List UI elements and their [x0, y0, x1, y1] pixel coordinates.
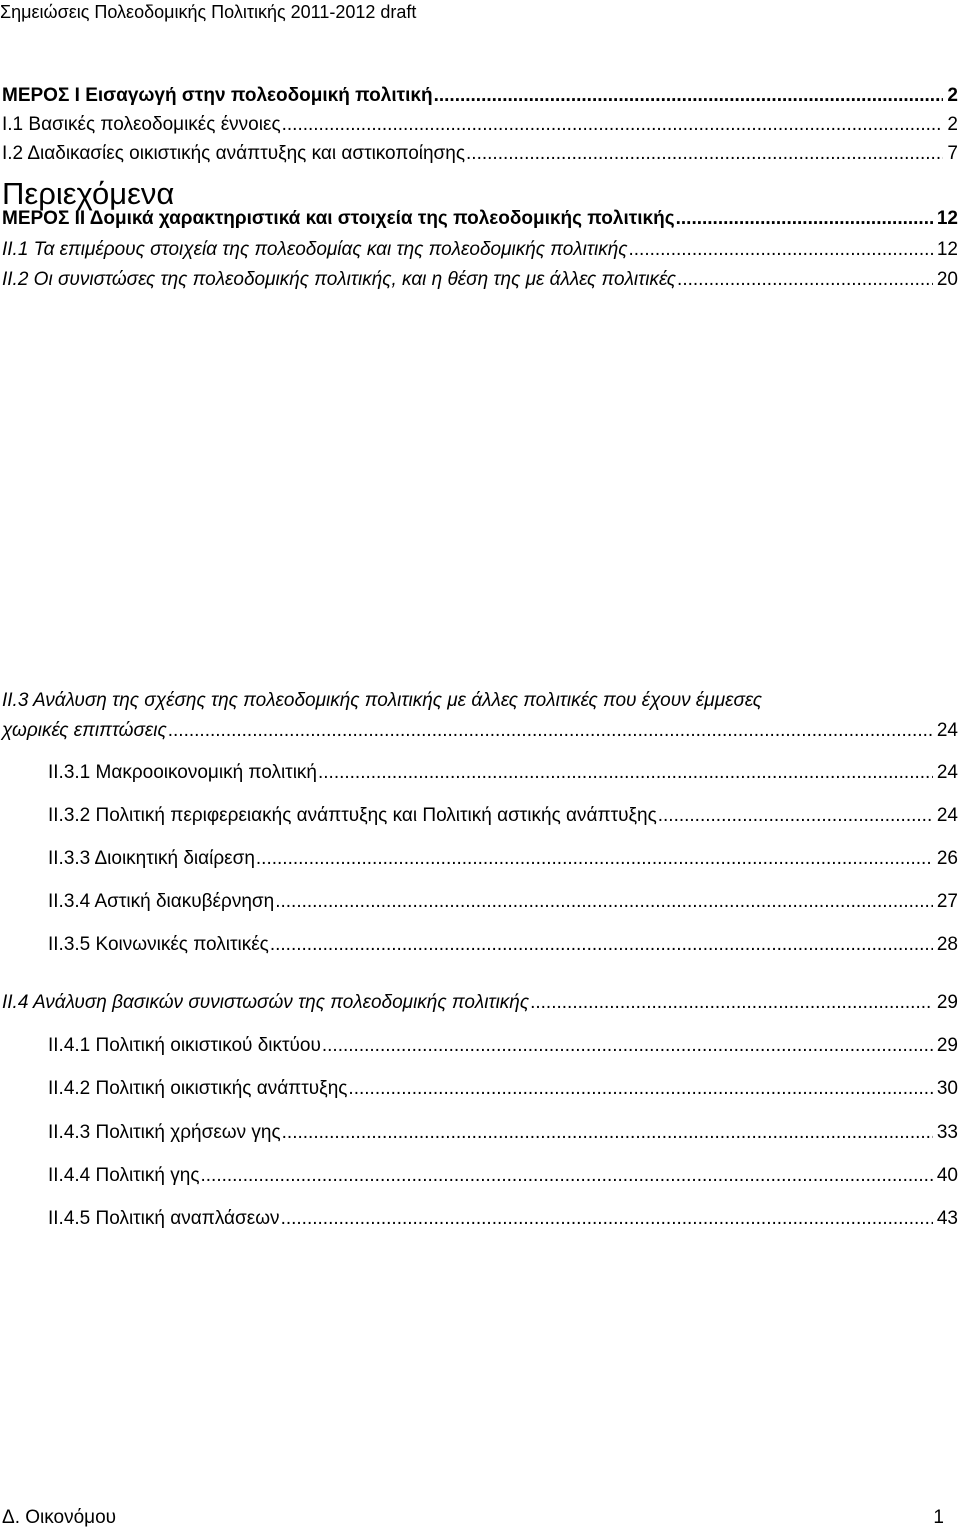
- dot-leader: [256, 847, 933, 871]
- toc-entry-page: 12: [936, 208, 958, 229]
- toc-entry-page: 20: [936, 269, 958, 290]
- dot-leader: [281, 1207, 933, 1231]
- dot-leader: [282, 113, 944, 137]
- dot-leader: [270, 933, 933, 957]
- toc-entry-page: 27: [936, 891, 958, 912]
- toc-entry-label: ΙΙ.3.5 Κοινωνικές πολιτικές: [48, 934, 269, 955]
- toc-entry-section-2-1[interactable]: [2, 238, 960, 262]
- toc-title: Περιεχόμενα: [2, 176, 175, 211]
- toc-entry-label: ΙΙ.3.2 Πολιτική περιφερειακής ανάπτυξης και Πολιτική αστικής ανάπτυξης: [48, 805, 657, 826]
- toc-entry-page: 2: [947, 114, 958, 135]
- dot-leader: [282, 1121, 933, 1145]
- toc-entry-page: 40: [936, 1165, 958, 1186]
- toc-entry-label: ΙΙ.4.3 Πολιτική χρήσεων γης: [48, 1122, 281, 1143]
- toc-entry-label: ΙΙ.2 Οι συνιστώσες της πολεοδομικής πολιτικής, και η θέση της με άλλες πολιτικές: [2, 269, 677, 290]
- footer-page-number: 1: [933, 1507, 944, 1528]
- toc-entry-label: ΙΙ.4.2 Πολιτική οικιστικής ανάπτυξης: [48, 1078, 348, 1099]
- dot-leader: [318, 761, 933, 785]
- toc-entry-subsection-2-3-4[interactable]: [48, 890, 960, 914]
- dot-leader: [348, 1077, 932, 1101]
- toc-entry-section-1-2[interactable]: [2, 142, 960, 166]
- toc-entry-page: 29: [936, 1035, 958, 1056]
- toc-entry-page: 12: [936, 239, 958, 260]
- toc-entry-label: ΙΙ.3.1 Μακροοικονομική πολιτική: [48, 762, 317, 783]
- dot-leader: [168, 716, 933, 746]
- toc-entry-subsection-2-3-3[interactable]: [48, 847, 960, 871]
- toc-entry-label: ΙΙ.4.1 Πολιτική οικιστικού δικτύου: [48, 1035, 321, 1056]
- toc-entry-label: ΜΕΡΟΣ ΙΙ Δομικά χαρακτηριστικά και στοιχεία της πολεοδομικής πολιτικής: [2, 208, 675, 229]
- dot-leader: [628, 238, 932, 262]
- toc-entry-subsection-2-3-1[interactable]: [48, 761, 960, 785]
- toc-entry-section-1-1[interactable]: [2, 113, 960, 137]
- toc-entry-subsection-2-4-1[interactable]: [48, 1034, 960, 1058]
- toc-entry-subsection-2-3-2[interactable]: [48, 804, 960, 828]
- toc-entry-page: 33: [936, 1122, 958, 1143]
- toc-entry-label: ΙΙ.3.3 Διοικητική διαίρεση: [48, 848, 255, 869]
- toc-entry-section-2-3[interactable]: [2, 686, 960, 746]
- toc-entry-label: ΙΙ.4.5 Πολιτική αναπλάσεων: [48, 1208, 280, 1229]
- toc-entry-part-2[interactable]: [2, 207, 960, 231]
- toc-entry-label: ΙΙ.1 Τα επιμέρους στοιχεία της πολεοδομίας και της πολεοδομικής πολιτικής: [2, 239, 628, 260]
- toc-entry-subsection-2-4-4[interactable]: [48, 1164, 960, 1188]
- toc-entry-section-2-4[interactable]: [2, 991, 960, 1015]
- dot-leader: [322, 1034, 933, 1058]
- dot-leader: [530, 991, 933, 1015]
- toc-entry-page: 26: [936, 848, 958, 869]
- toc-entry-subsection-2-4-5[interactable]: [48, 1207, 960, 1231]
- toc-entry-subsection-2-4-3[interactable]: [48, 1121, 960, 1145]
- toc-entry-label: Ι.1 Βασικές πολεοδομικές έννοιες: [2, 114, 281, 135]
- dot-leader: [676, 207, 933, 231]
- toc-entry-label: ΙΙ.4 Ανάλυση βασικών συνιστωσών της πολεοδομικής πολιτικής: [2, 992, 530, 1013]
- toc-entry-part-1[interactable]: [2, 84, 960, 108]
- toc-entry-page: 24: [936, 762, 958, 783]
- toc-entry-page: 28: [936, 934, 958, 955]
- toc-entry-page: 30: [936, 1078, 958, 1099]
- toc-entry-page: 2: [947, 85, 958, 106]
- dot-leader: [466, 142, 943, 166]
- toc-entry-page: 24: [936, 805, 958, 826]
- toc-entry-label: Ι.2 Διαδικασίες οικιστικής ανάπτυξης και αστικοποίησης: [2, 143, 466, 164]
- dot-leader: [434, 84, 944, 108]
- toc-entry-label-line2: χωρικές επιπτώσεις: [2, 720, 167, 741]
- toc-entry-label-line1: ΙΙ.3 Ανάλυση της σχέσης της πολεοδομικής πολιτικής με άλλες πολιτικές που έχουν έμμεσες: [2, 690, 762, 711]
- toc-entry-section-2-2[interactable]: [2, 268, 960, 292]
- running-header: Σημειώσεις Πολεοδομικής Πολιτικής 2011-2012 draft: [0, 2, 417, 22]
- dot-leader: [658, 804, 933, 828]
- toc-entry-label: ΜΕΡΟΣ Ι Εισαγωγή στην πολεοδομική πολιτική: [2, 85, 433, 106]
- toc-entry-label: ΙΙ.4.4 Πολιτική γης: [48, 1165, 200, 1186]
- toc-entry-subsection-2-3-5[interactable]: [48, 933, 960, 957]
- dot-leader: [677, 268, 933, 292]
- dot-leader: [200, 1164, 932, 1188]
- toc-entry-page: 7: [947, 143, 958, 164]
- toc-entry-label: ΙΙ.3.4 Αστική διακυβέρνηση: [48, 891, 275, 912]
- dot-leader: [275, 890, 933, 914]
- toc-entry-page: 43: [936, 1208, 958, 1229]
- toc-entry-subsection-2-4-2[interactable]: [48, 1077, 960, 1101]
- footer-author: Δ. Οικονόμου: [2, 1507, 117, 1528]
- toc-entry-page: 29: [936, 992, 958, 1013]
- toc-entry-page: 24: [936, 720, 958, 741]
